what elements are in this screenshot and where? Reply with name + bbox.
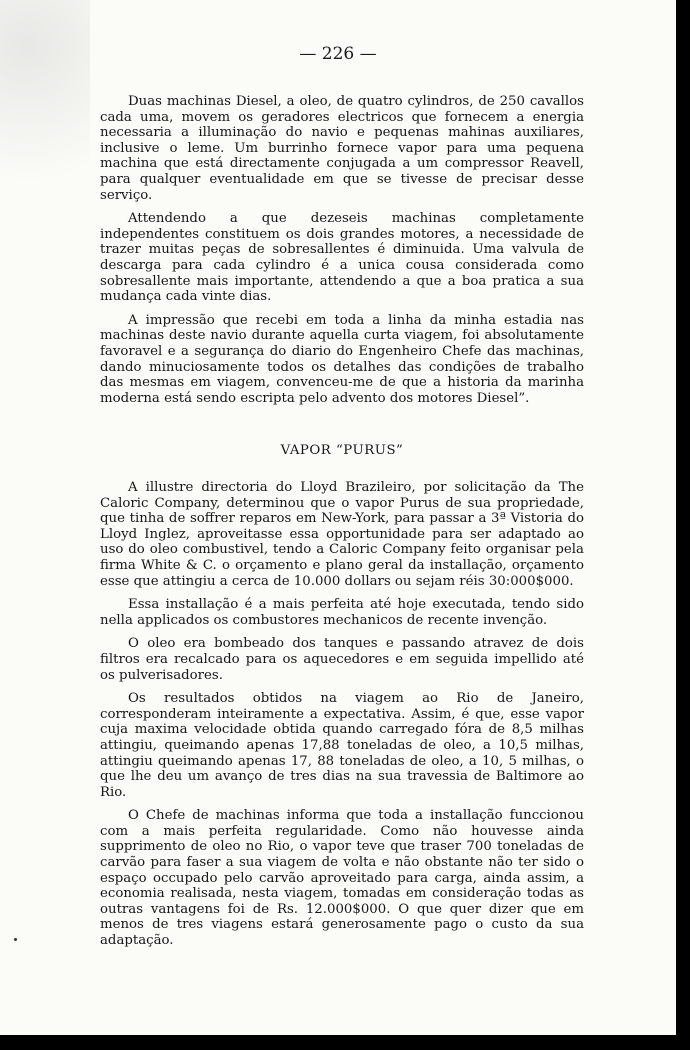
page-number: — 226 — [299, 44, 377, 64]
section-1-text [100, 94, 584, 414]
scan-smudge [0, 0, 90, 230]
paragraph: O Chefe de machinas informa que toda a installação funccionou com a mais perfeita regularidade. Como não houvesse ainda supprimento de oleo no Rio, o vapor teve que traser 700 toneladas de carvão para faser a sua viagem de volta e não obstante não ter sido o espaço occupado pelo carvão aproveitado para carga, ainda assim, a economia realisada, nesta viagem, tomadas em consideração todas as outras vantagens foi de Rs. 12.000$000. O que quer dizer que em menos de tres viagens estará generosamente pago o custo da sua adaptação. [100, 808, 584, 949]
paragraph: O oleo era bombeado dos tanques e passando atravez de dois filtros era recalcado para os aquecedores e em seguida impellido até os pulverisadores. [100, 636, 584, 683]
paragraph: Duas machinas Diesel, a oleo, de quatro cylindros, de 250 cavallos cada uma, movem os geradores electricos que fornecem a energia necessaria a illuminação do navio e pequenas mahinas auxiliares, inclusive o leme. Um burrinho fornece vapor para uma pequena machina que está directamente conjugada a um compressor Reavell, para qualquer eventualidade em que se tivesse de precisar desse serviço. [100, 94, 584, 203]
section-title: VAPOR “PURUS” [280, 443, 404, 458]
paragraph: Os resultados obtidos na viagem ao Rio de Janeiro, corresponderam inteiramente a expectativa. Assim, é que, esse vapor cuja maxima velocidade obtida quando carregado fóra de 8,5 milhas attingiu, queimando apenas 17,88 toneladas de oleo, a 10,5 milhas, attingiu queimando apenas 17, 88 toneladas de oleo, a 10, 5 milhas, o que lhe deu um avanço de tres dias na sua travessia de Baltimore ao Rio. [100, 691, 584, 800]
paragraph: A impressão que recebi em toda a linha da minha estadia nas machinas deste navio durante aquella curta viagem, foi absolutamente favoravel e a segurança do diario do Engenheiro Chefe das machinas, dando minuciosamente todos os detalhes das condições de trabalho das mesmas em viagem, convenceu-me de que a historia da marinha moderna está sendo escripta pelo advento dos motores Diesel”. [100, 312, 584, 406]
section-2-text [100, 480, 584, 957]
paragraph: A illustre directoria do Lloyd Brazileiro, por solicitação da The Caloric Company, determinou que o vapor Purus de sua propriedade, que tinha de soffrer reparos em New-York, para passar a 3ª Vistoria do Lloyd Inglez, aproveitasse essa opportunidade para ser adaptado ao uso do oleo combustivel, tendo a Caloric Company feito organisar pela firma White & C. o orçamento e plano geral da installação, orçamento esse que attingiu a cerca de 10.000 dollars ou sejam réis 30:000$000. [100, 480, 584, 589]
paragraph: Attendendo a que dezeseis machinas completamente independentes constituem os dois grandes motores, a necessidade de trazer muitas peças de sobresallentes é diminuida. Uma valvula de descarga para cada cylindro é a unica cousa considerada como sobresallente mais importante, attendendo a que a boa pratica a sua mudança cada vinte dias. [100, 211, 584, 305]
margin-mark [14, 938, 17, 941]
paragraph: Essa installação é a mais perfeita até hoje executada, tendo sido nella applicados os combustores mechanicos de recente invenção. [100, 597, 584, 628]
